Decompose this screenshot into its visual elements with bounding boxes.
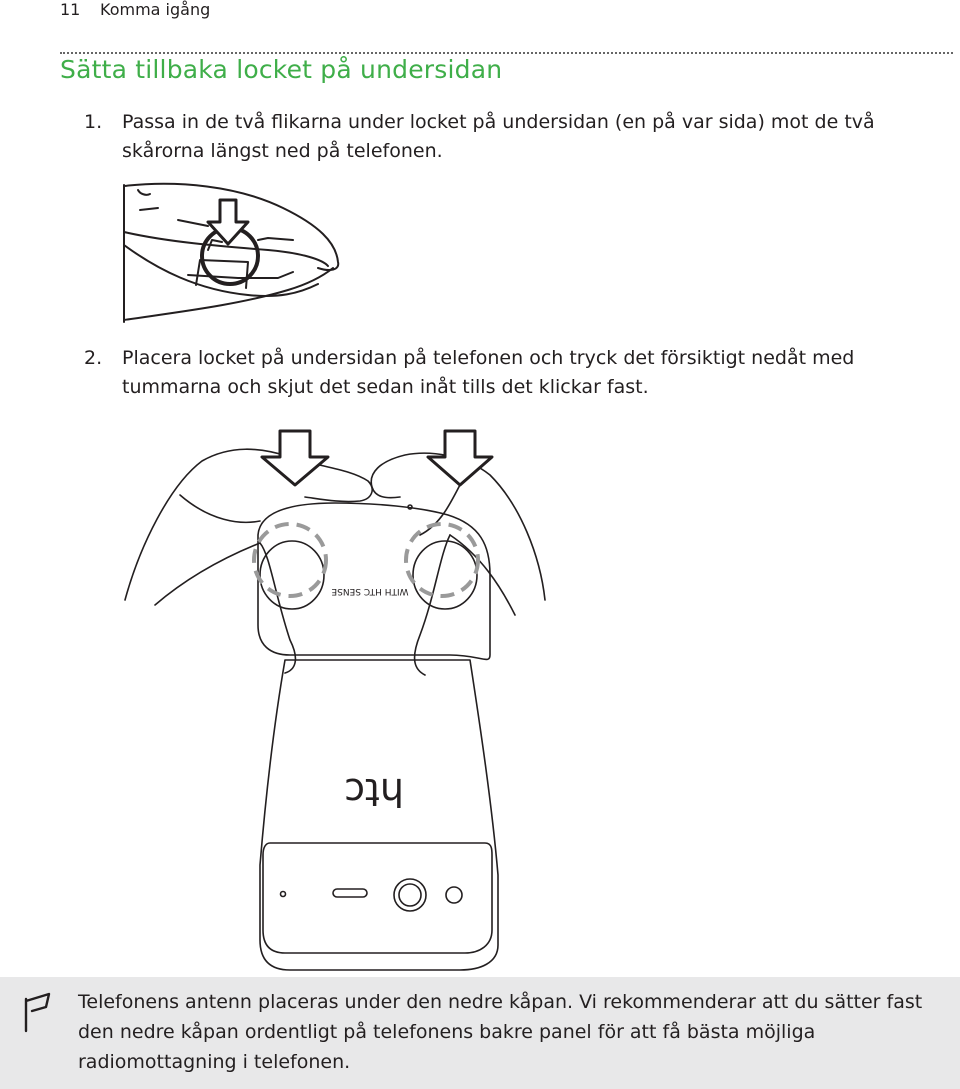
arrow-down-icon <box>208 200 248 244</box>
section-divider <box>60 52 953 54</box>
back-label: WITH HTC SENSE <box>331 586 409 596</box>
tab-alignment-illustration <box>118 180 343 325</box>
htc-logo: htc <box>344 770 404 814</box>
note-box <box>0 977 960 1089</box>
flag-icon <box>22 991 52 1033</box>
press-point-left-icon <box>254 524 326 596</box>
press-cover-illustration <box>120 425 550 975</box>
step-text: Passa in de två flikarna under locket på undersidan (en på var sida) mot de två skårorna längst ned på telefonen. <box>122 111 875 162</box>
step-text: Placera locket på undersidan på telefonen och tryck det försiktigt nedåt med tummarna och skjut det sedan inåt tills det klickar fast. <box>122 347 855 398</box>
arrow-down-right-icon <box>428 431 492 485</box>
step-2 <box>84 344 944 402</box>
step-1 <box>84 108 944 166</box>
section-title: Sätta tillbaka locket på undersidan <box>60 55 503 84</box>
step-number: 1. <box>84 111 103 133</box>
arrow-down-left-icon <box>262 431 328 485</box>
step-number: 2. <box>84 347 103 369</box>
page-header <box>60 0 210 19</box>
note-text: Telefonens antenn placeras under den nedre kåpan. Vi rekommenderar att du sätter fast den nedre kåpan ordentligt på telefonens bakre panel för att få bästa möjliga radiomottagning i telefonen. <box>78 991 923 1073</box>
page-number: 11 <box>60 0 81 19</box>
chapter-title: Komma igång <box>100 0 211 19</box>
